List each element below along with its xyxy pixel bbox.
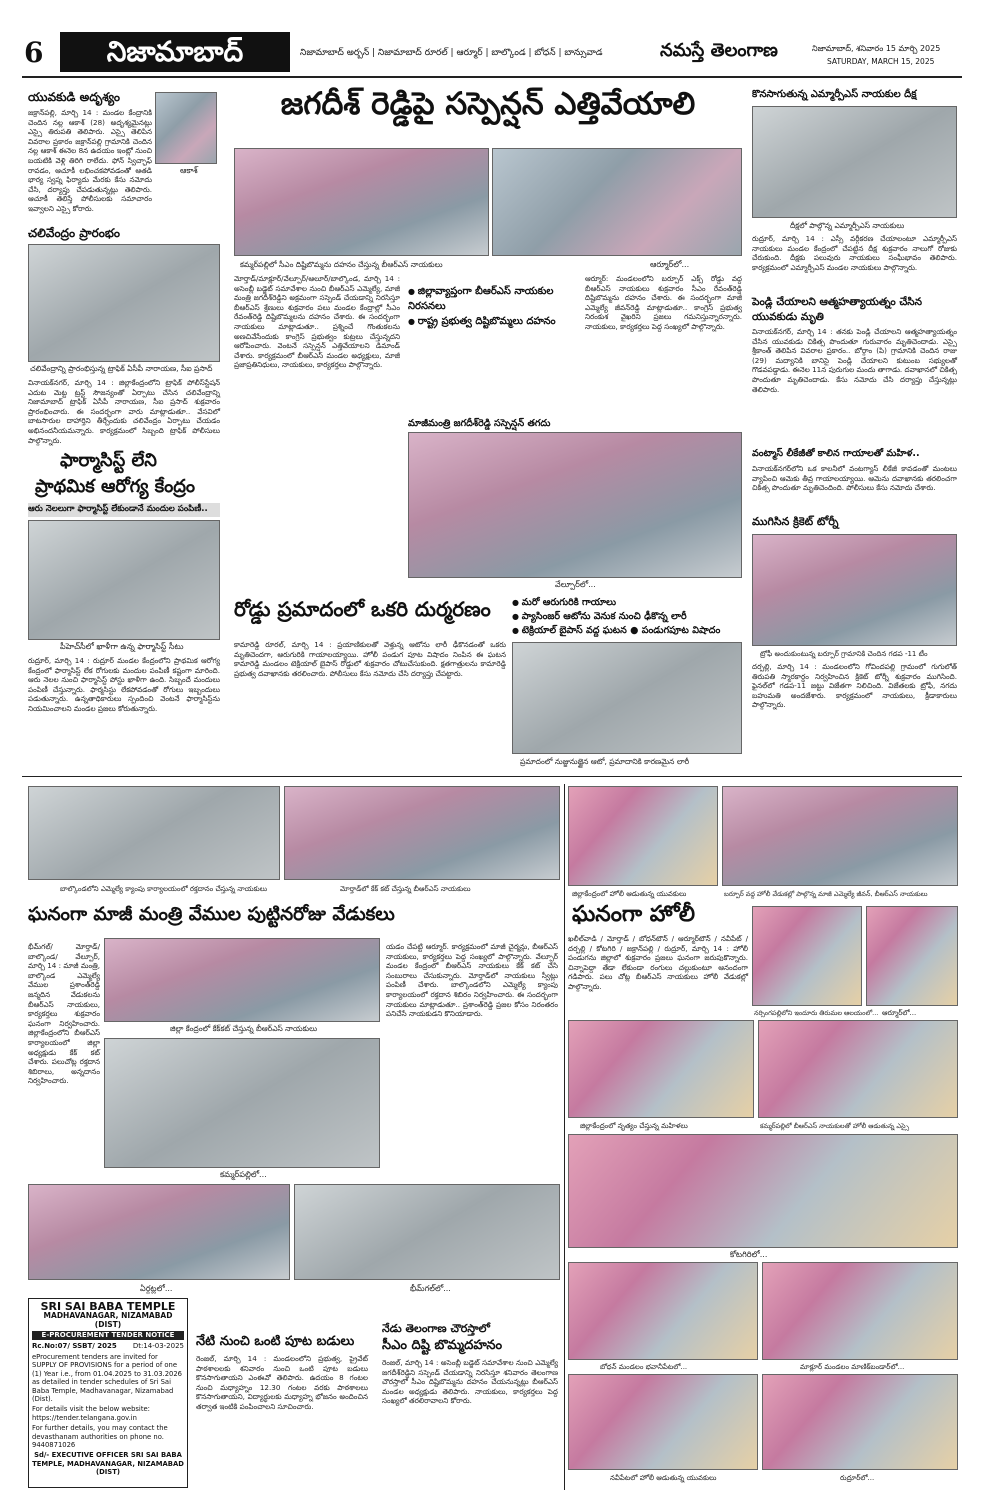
holi-photo1-caption: జిల్లాకేంద్రంలో హోలీ ఆడుతున్న యువకులు bbox=[572, 890, 687, 898]
vemula-photo4-caption: కమ్మర్‌పల్లిలో... bbox=[220, 1170, 267, 1179]
lead-body-2: ఆర్మూర్: మండలంలోని బర్పూర్ ఎక్స్ రోడ్డు వద్ద బీఆర్‌ఎస్ నాయకులు శుక్రవారం సీఎం రేవంత్‌రెడ్డి దిష్టిబొమ్మను దహనం చేశారు. ఈ సందర్భంగా మాజీ ఎమ్మెల్యే జీవన్‌రెడ్డి మాట్లాడుతూ.. కాంగ్రెస్ ప్రభుత్వ నిరంకుశ వైఖరిని ప్రజలు గమనిస్తున్నారన్నారు. నాయకులు, కార్యకర్తలు పెద్ద సంఖ్యలో పాల్గొన్నారు. bbox=[585, 274, 742, 331]
tender-website: For details visit the below website: https://tender.telangana.gov.in bbox=[32, 1405, 150, 1422]
paper-name: నమస్తే తెలంగాణ bbox=[660, 40, 778, 61]
bottom-story1-body: రెంజల్, మార్చి 14 : మండలంలోని ప్రభుత్వ, ప్రైవేట్ పాఠశాలలకు శనివారం నుంచి ఒంటి పూట బడులు కొనసాగుతాయని ఎంఈవో తెలిపారు. ఉదయం 8 గంటల నుంచి మధ్యాహ్నం 12.30 గంటల వరకు పాఠశాలలు కొనసాగుతాయని, విద్యార్థులకు మధ్యాహ్న భోజనం అందించిన తర్వాత ఇంటికి పంపించాలని సూచించారు. bbox=[196, 1354, 368, 1411]
tender-title: SRI SAI BABA TEMPLE bbox=[40, 1300, 176, 1313]
right-story3-body: వినాయక్‌నగర్‌లోని ఒక కాలనీలో వంటగ్యాస్ లీకేజీ కావడంతో మంటలు వ్యాపించి ఆమెకు తీవ్ర గాయాలయ్యాయి. ఆమెను దవాఖానకు తరలించగా చికిత్స పొందుతూ మృతిచెందింది. పోలీసులు కేసు నమోదు చేశారు. bbox=[752, 464, 957, 493]
holi-photo-narsingpalli bbox=[752, 906, 862, 1006]
accident-body: కామారెడ్డి రూరల్, మార్చి 14 : ప్రయాణికులతో వెళ్తున్న ఆటోను లారీ ఢీకొనడంతో ఒకరు మృతిచెందగా, ఆరుగురికి గాయాలయ్యాయి. హోలీ పండుగ పూట విషాదం నింపిన ఈ ఘటన కామారెడ్డి మండలం టెక్రియాల్ బైపాస్ రోడ్డులో శుక్రవారం చోటుచేసుకుంది. క్షతగాత్రులను కామారెడ్డి ప్రభుత్వ దవాఖానకు తరలించారు. పోలీసులు కేసు నమోదు చేసి దర్యాప్తు చేపట్టారు. bbox=[234, 640, 506, 678]
lead-bullet-2: ● రాష్ట్ర ప్రభుత్వ దిష్టిబొమ్మలు దహనం bbox=[408, 314, 580, 329]
left-story1-headline: యువకుడి అదృశ్యం bbox=[28, 90, 120, 104]
holi-photo-navipet bbox=[568, 1374, 758, 1470]
lead-photo-velpur bbox=[408, 432, 742, 578]
accident-headline: రోడ్డు ప్రమాదంలో ఒకరి దుర్మరణం bbox=[234, 597, 491, 621]
right-story1-body: రుద్రూర్, మార్చి 14 : ఎస్సీ వర్గీకరణ చేయాలంటూ ఎమ్మార్పీఎస్ నాయకులు మండల కేంద్రంలో చేపట్టిన దీక్ష శుక్రవారం నాలుగో రోజుకు చేరుకుంది. దీక్షకు పలువురు నాయకులు సంఘీభావం తెలిపారు. కార్యక్రమంలో ఎమ్మార్పీఎస్ మండల నాయకులు పాల్గొన్నారు. bbox=[752, 234, 957, 272]
bottom-story1-headline: నేటి నుంచి ఒంటి పూట బడులు bbox=[196, 1334, 355, 1349]
vemula-body-left: భీమ్‌గల్/ మోర్తాడ్/ బాల్కొండ/ వేల్పూర్, మార్చి 14 : మాజీ మంత్రి, బాల్కొండ ఎమ్మెల్యే వేముల ప్రశాంత్‌రెడ్డి జన్మదిన వేడుకలను బీఆర్‌ఎస్ నాయకులు, కార్యకర్తలు శుక్రవారం ఘనంగా నిర్వహించారు. జిల్లాకేంద్రంలోని బీఆర్‌ఎస్ కార్యాలయంలో జిల్లా అధ్యక్షుడు కేక్ కట్ చేశారు. పలుచోట్ల రక్తదాన శిబిరాలు, అన్నదానం నిర్వహించారు. bbox=[28, 942, 100, 1086]
holi-headline: ఘనంగా హోలీ bbox=[572, 902, 695, 927]
masthead bbox=[22, 30, 962, 82]
right-story3-headline: వంట్మాస్ లీకేజీతో కాలిన గాయాలతో మహిళ.. bbox=[752, 448, 920, 459]
tender-body: eProcurement tenders are invited for SUPPLY OF PROVISIONS for a period of one (1) Year i.e., from 01.04.2025 to 31.03.2026 as detailed in tender schedules of Sri Sai Baba Temple, Madhavanagar, Nizamabad (Dist). bbox=[32, 1353, 183, 1404]
masthead-rule bbox=[22, 76, 962, 78]
vemula-photo-ergatla bbox=[28, 1184, 290, 1280]
edition-list: నిజామాబాద్ అర్బన్ | నిజామాబాద్ రూరల్ | ఆర్మూర్ | బాల్కొండ | బోధన్ | బాన్సువాడ bbox=[300, 48, 603, 58]
pharmacist-headline-2: ప్రాథమిక ఆరోగ్య కేంద్రం bbox=[35, 476, 196, 497]
page-number: 6 bbox=[24, 36, 44, 69]
holi-photo4-caption: ఆర్మూర్‌లో... bbox=[882, 1009, 917, 1017]
right-story2-headline-1: పెండ్లి చేయాలని ఆత్మహత్యాయత్నం చేసిన bbox=[752, 296, 923, 308]
lead-photo3-caption: వేల్పూర్‌లో... bbox=[555, 580, 596, 589]
tender-place: MADHAVANAGAR, NIZAMABAD (DIST) bbox=[43, 1311, 173, 1329]
tender-ref-row bbox=[32, 1342, 184, 1351]
holi-photo10-caption: నవీపేటలో హోలీ ఆడుతున్న యువకులు bbox=[610, 1474, 717, 1482]
left-story2-headline: చలివేంద్రం ప్రారంభం bbox=[28, 226, 120, 240]
akash-photo-caption: ఆకాశ్ bbox=[180, 166, 198, 175]
accident-photo bbox=[512, 642, 742, 754]
vemula-headline: ఘనంగా మాజీ మంత్రి వేముల పుట్టినరోజు వేడుకలు bbox=[28, 904, 395, 925]
tender-signatory: Sd/- EXECUTIVE OFFICER SRI SAI BABA TEMPLE, MADHAVANAGAR, NIZAMABAD (DIST) bbox=[32, 1451, 184, 1477]
vemula-photo1-caption: బాల్కొండలోని ఎమ్మెల్యే క్యాంపు కార్యాలయంలో రక్తదానం చేస్తున్న నాయకులు bbox=[60, 885, 268, 893]
pharmacist-subhead: ఆరు నెలలుగా ఫార్మాసిస్ట్ లేకుండానే మందుల పంపిణీ.. bbox=[28, 503, 220, 517]
cricket-photo-caption: ట్రోఫీ అందుకుంటున్న బర్పూర్ గ్రామానికి చెందిన గడప -11 టీం bbox=[760, 650, 928, 658]
pharmacist-headline-1: ఫార్మాసిస్ట్ లేని bbox=[60, 450, 157, 471]
right-story1-headline: కొనసాగుతున్న ఎమ్మార్పీఎస్ నాయకుల దీక్ష bbox=[752, 89, 917, 100]
lead-photo2-caption: ఆర్మూర్‌లో... bbox=[650, 260, 690, 269]
vemula-body-right: యడం చేపట్టి ఆర్మూర్. కార్యక్రమంలో మాజీ చైర్మన్లు, బీఆర్‌ఎస్ నాయకులు, కార్యకర్తలు పెద్ద సంఖ్యలో పాల్గొన్నారు. వేల్పూర్ మండల కేంద్రంలో బీఆర్‌ఎస్ నాయకులు కేక్ కట్ చేసి సంబురాలు చేసుకున్నారు. మోర్తాడ్‌లో నాయకులు స్వీట్లు పంపిణీ చేశారు. బాల్కొండలోని ఎమ్మెల్యే క్యాంపు కార్యాలయంలో రక్తదాన శిబిరం నిర్వహించారు. ఈ సందర్భంగా నాయకులు మాట్లాడుతూ.. ప్రశాంత్‌రెడ్డి ప్రజల కోసం నిరంతరం పనిచేసే నాయకుడని కొనియాడారు. bbox=[386, 942, 558, 1019]
vemula-photo6-caption: భీమ్‌గల్‌లో... bbox=[410, 1284, 451, 1293]
vemula-photo-bheemgal bbox=[294, 1184, 560, 1280]
vertical-divider bbox=[564, 784, 565, 1490]
lead-bullet-1: ● జిల్లావ్యాప్తంగా బీఆర్‌ఎస్ నాయకుల నిరసనలు bbox=[408, 284, 580, 314]
vemula-photo3-caption: జిల్లా కేంద్రంలో కేక్‌కట్ చేస్తున్న బీఆర్‌ఎస్ నాయకులు bbox=[170, 1024, 318, 1033]
holi-photo6-caption: కమ్మర్‌పల్లిలో బీఆర్‌ఎస్ నాయకులతో హోలీ ఆడుతున్న ఎస్సై bbox=[760, 1122, 910, 1130]
vemula-photo-district bbox=[104, 938, 380, 1022]
lead-photo1-caption: కమ్మర్‌పల్లిలో సీఎం దిష్టిబొమ్మను దహనం చేస్తున్న బీఆర్‌ఎస్ నాయకులు bbox=[240, 260, 443, 269]
holi-photo-women-dance bbox=[568, 1020, 754, 1118]
right-story2-body: వినాయక్‌నగర్, మార్చి 14 : తనకు పెండ్లి చేయాలని ఆత్మహత్యాయత్నం చేసిన యువకుడు చికిత్స పొందుతూ గురువారం మృతిచెందాడు. ఎస్సై శ్రీకాంత్ తెలిపిన వివరాల ప్రకారం.. బోర్గాం (పి) గ్రామానికి చెందిన రాజు (29) మద్యానికి బానిసై పెండ్లి చేయాలని కుటుంబ సభ్యులతో గొడవపడ్డాడు. ఈనెల 11న పురుగుల మందు తాగాడు. దవాఖానలో చికిత్స పొందుతూ మృతిచెందాడు. కేసు నమోదు చేసి దర్యాప్తు చేస్తున్నట్లు తెలిపారు. bbox=[752, 327, 957, 394]
holi-photo7-caption: కోటగిరిలో... bbox=[730, 1250, 768, 1259]
pharmacy-photo-caption: పీహెచ్‌సీలో ఖాళీగా ఉన్న ఫార్మాసిస్ట్ సీటు bbox=[60, 642, 184, 651]
left-story2-body: వినాయక్‌నగర్, మార్చి 14 : జిల్లాకేంద్రంలోని ట్రాఫిక్ పోలీస్‌స్టేషన్ ఎదుట మెట్ట ట్రస్ట్ సౌజన్యంతో ఏర్పాటు చేసిన చలివేంద్రాన్ని నిజామాబాద్ ట్రాఫిక్ ఏసీపీ నారాయణ, సీఐ ప్రసాద్ శుక్రవారం ప్రారంభించారు. ఈ సందర్భంగా వారు మాట్లాడుతూ.. వేసవిలో బాటసారుల దాహార్తిని తీర్చేందుకు చలివేంద్రం ఏర్పాటు చేయడం అభినందనీయమన్నారు. కార్యక్రమంలో సిబ్బంది ట్రాఫిక్ పోలీసులు పాల్గొన్నారు. bbox=[28, 378, 220, 445]
holi-photo-bhavanipet bbox=[568, 1262, 758, 1360]
left-story1-body: జక్రాన్‌పల్లి, మార్చి 14 : మండల కేంద్రానికి చెందిన నల్ల ఆకాశ్ (28) అదృశ్యమైనట్లు ఎస్సై తిరుపతి తెలిపారు. ఎస్సై తెలిపిన వివరాల ప్రకారం జక్రాన్‌పల్లి గ్రామానికి చెందిన నల్ల ఆకాశ్ ఈనెల 8న ఉదయం ఇంట్లో నుంచి బయటికి వెళ్లి తిరిగి రాలేదు. ఫోన్ స్విచ్ఛాఫ్ రావడం, ఆచూకీ లభించకపోవడంతో ఆతడి భార్య స్వప్న ఫిర్యాదు మేరకు కేసు నమోదు చేసి, దర్యాప్తు చేపడుతున్నట్లు తెలిపారు. ఆచూకీ తెలిస్తే పోలీసులకు సమాచారం ఇవ్వాలని ఎస్సై కోరారు. bbox=[28, 108, 152, 213]
middle-divider bbox=[22, 776, 962, 777]
right-story4-body: దర్పల్లి, మార్చి 14 : మండలంలోని గోవిందపల్లి గ్రామంలో గుగులోత్ తిరుపతి స్మారకార్థం నిర్వహించిన క్రికెట్ టోర్నీ శుక్రవారం ముగిసింది. ఫైనల్‌లో గడప-11 జట్టు విజేతగా నిలిచింది. విజేతలకు ట్రోఫీ, నగదు బహుమతి అందజేశారు. కార్యక్రమంలో నాయకులు, క్రీడాకారులు పాల్గొన్నారు. bbox=[752, 662, 957, 710]
tender-notice bbox=[28, 1298, 188, 1488]
chalivendram-photo bbox=[28, 244, 220, 362]
tender-contact: For further details, you may contact the devasthanam authorities on phone no. 9440871026 bbox=[32, 1424, 168, 1450]
akash-photo bbox=[155, 92, 217, 164]
section-title: నిజామాబాద్ bbox=[60, 32, 290, 72]
vemula-photo-kammarpalli bbox=[104, 1038, 380, 1168]
accident-bullet-2: ● ప్యాసింజర్ ఆటోను వెనుక నుంచి ఢీకొన్న లారీ bbox=[512, 610, 747, 624]
right-story4-headline: ముగిసిన క్రికెట్ టోర్నీ bbox=[752, 515, 839, 528]
holi-photo9-caption: మాక్లూర్ మండలం మాణిక్‌బండార్‌లో... bbox=[800, 1363, 905, 1371]
accident-photo-caption: ప్రమాదంలో నుజ్జునుజ్జైన ఆటో, ప్రమాదానికి కారణమైన లారీ bbox=[520, 757, 690, 766]
left-story3-body: రుద్రూర్, మార్చి 14 : రుద్రూర్ మండల కేంద్రంలోని ప్రాథమిక ఆరోగ్య కేంద్రంలో ఫార్మాసిస్ట్ లేక రోగులకు మందుల పంపిణీ కష్టంగా మారింది. ఆరు నెలల నుంచి ఫార్మాసిస్ట్ పోస్టు ఖాళీగా ఉంది. సిబ్బందే మందులు పంపిణీ చేస్తున్నారు. ఫార్మసిస్టు లేకపోవడంతో రోగులు ఇబ్బందులు పడుతున్నారు. ఉన్నతాధికారులు స్పందించి వెంటనే ఫార్మాసిస్ట్‌ను నియమించాలని మండల ప్రజలు కోరుతున్నారు. bbox=[28, 656, 220, 713]
holi-photo-rudrur bbox=[762, 1374, 958, 1470]
holi-photo11-caption: రుద్రూర్‌లో... bbox=[840, 1474, 875, 1482]
accident-bullet-1: ● మరో ఆరుగురికి గాయాలు bbox=[512, 596, 747, 610]
holi-photo5-caption: జిల్లాకేంద్రంలో నృత్యం చేస్తున్న మహిళలు bbox=[580, 1122, 688, 1130]
mrps-photo bbox=[752, 106, 957, 218]
tender-date: Dt:14-03-2025 bbox=[132, 1342, 184, 1350]
holi-photo3-caption: నర్సింగపల్లిలోని ఇందూరు తిరుమల ఆలయంలో... bbox=[754, 1009, 879, 1017]
lead-photo-armoor bbox=[492, 148, 742, 256]
holi-photo8-caption: బోధన్ మండలం భవానీపేటలో... bbox=[600, 1363, 688, 1371]
tender-notice-label: E-PROCUREMENT TENDER NOTICE bbox=[32, 1331, 184, 1340]
accident-bullet-3: ● టెక్రియాల్ బైపాస్ వద్ద ఘటన ● పండుగపూట విషాదం bbox=[512, 624, 747, 638]
holi-photo-district bbox=[568, 786, 718, 886]
holi-photo2-caption: బర్పూర్ వద్ద హోలీ వేడుకల్లో పాల్గొన్న మాజీ ఎమ్మెల్యే జీవన్, బీఆర్‌ఎస్ నాయకులు bbox=[724, 890, 928, 898]
tender-ref: Rc.No:07/ SSBT/ 2025 bbox=[32, 1342, 117, 1350]
mrps-photo-caption: దీక్షలో పాల్గొన్న ఎమ్మార్పీఎస్ నాయకులు bbox=[790, 221, 905, 230]
pharmacy-photo bbox=[28, 520, 220, 640]
lead-photo-kammarpalli bbox=[234, 148, 489, 256]
bottom-story2-headline-2: సీఎం దిష్టి బొమ్మదహనం bbox=[382, 1338, 503, 1353]
holi-photo-kotagiri bbox=[568, 1134, 958, 1248]
vemula-photo-blood-donation bbox=[28, 786, 280, 880]
cricket-photo bbox=[752, 534, 957, 646]
holi-photo-armoor bbox=[866, 906, 958, 1006]
holi-body: ఖలీల్‌వాడి / మోర్తాడ్ / బోధన్‌టౌన్ / ఆర్మూర్‌టౌన్ / నవీపేట్ / దర్పల్లి / కోటగిరి / జక్రాన్‌పల్లి / రుద్రూర్, మార్చి 14 : హోలీ పండుగను జిల్లాలో శుక్రవారం ప్రజలు ఘనంగా జరుపుకొన్నారు. చిన్నాపెద్దా తేడా లేకుండా రంగులు చల్లుకుంటూ ఆనందంగా గడిపారు. పలు చోట్ల బీఆర్‌ఎస్ నాయకులు హోలీ వేడుకల్లో పాల్గొన్నారు. bbox=[568, 934, 748, 991]
bottom-story2-headline-1: నేడు తెలంగాణ చౌరస్తాలో bbox=[382, 1322, 490, 1335]
holi-photo-kammarpalli bbox=[758, 1020, 958, 1118]
vemula-photo5-caption: ఏర్గట్లలో... bbox=[140, 1284, 173, 1293]
holi-photo-barpur bbox=[722, 786, 958, 886]
date-english: SATURDAY, MARCH 15, 2025 bbox=[827, 57, 935, 66]
right-story2-headline-2: యువకుడు మృతి bbox=[752, 311, 824, 323]
vemula-photo2-caption: మోర్తాడ్‌లో కేక్ కట్ చేస్తున్న బీఆర్‌ఎస్ నాయకులు bbox=[340, 885, 471, 893]
chalivendram-caption: చలివేంద్రాన్ని ప్రారంభిస్తున్న ట్రాఫిక్ ఏసీపీ నారాయణ, సీఐ ప్రసాద్ bbox=[30, 364, 213, 373]
lead-body-1: మోర్తాడ్/మాక్లూర్/వేల్పూర్/ఆలూర్/బాల్కొండ, మార్చి 14 : అసెంబ్లీ బడ్జెట్ సమావేశాల నుంచి బీఆర్‌ఎస్ ఎమ్మెల్యే, మాజీ మంత్రి జగదీశ్‌రెడ్డిని అక్రమంగా సస్పెండ్ చేయడాన్ని నిరసిస్తూ బీఆర్‌ఎస్ శ్రేణులు శుక్రవారం పలు మండల కేంద్రాల్లో సీఎం రేవంత్‌రెడ్డి దిష్టిబొమ్మలను దహనం చేశారు. ఈ సందర్భంగా నాయకులు మాట్లాడుతూ.. ప్రశ్నించే గొంతుకలను అణచివేసేందుకు కాంగ్రెస్ ప్రభుత్వం కుట్రలు చేస్తున్నదని ఆరోపించారు. వెంటనే సస్పెన్షన్ ఎత్తివేయాలని డిమాండ్ చేశారు. కార్యక్రమంలో బీఆర్‌ఎస్ మండల అధ్యక్షులు, మాజీ ప్రజాప్రతినిధులు, నాయకులు, కార్యకర్తలు పాల్గొన్నారు. bbox=[234, 274, 400, 370]
bottom-story2-body: రెంజల్, మార్చి 14 : అసెంబ్లీ బడ్జెట్ సమావేశాల నుంచి ఎమ్మెల్యే జగదీశ్‌రెడ్డిని సస్పెండ్ చేయడాన్ని నిరసిస్తూ శనివారం తెలంగాణ చౌరస్తాలో సీఎం దిష్టిబొమ్మను దహనం చేయనున్నట్లు బీఆర్‌ఎస్ మండల అధ్యక్షుడు తెలిపారు. నాయకులు, కార్యకర్తలు పెద్ద సంఖ్యలో తరలిరావాలని కోరారు. bbox=[382, 1358, 558, 1406]
vemula-photo-morthad bbox=[284, 786, 560, 880]
date-telugu: నిజామాబాద్, శనివారం 15 మార్చి 2025 bbox=[812, 44, 941, 53]
lead-bullets bbox=[408, 284, 580, 329]
lead-subhead: మాజీమంత్రి జగదీశ్‌రెడ్డి సస్పెన్షన్ తగదు bbox=[408, 418, 551, 429]
lead-headline: జగదీశ్ రెడ్డిపై సస్పెన్షన్ ఎత్తివేయాలి bbox=[280, 86, 696, 122]
holi-photo-manikbandar bbox=[762, 1262, 958, 1360]
accident-bullets bbox=[512, 596, 747, 638]
